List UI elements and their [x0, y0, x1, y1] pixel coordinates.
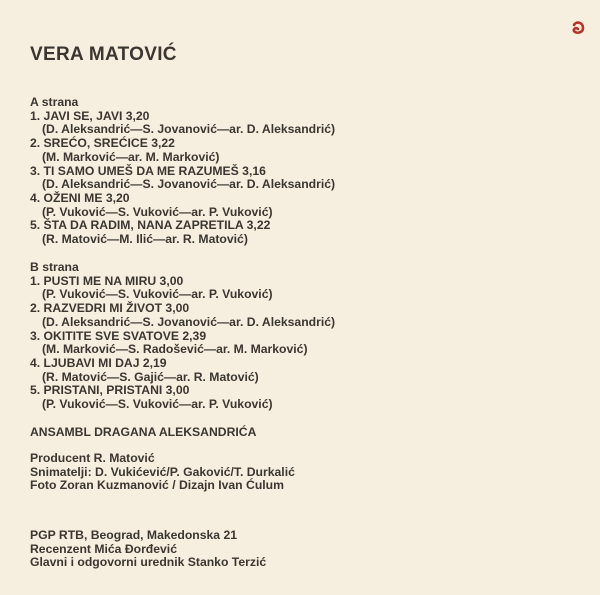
track-credits: (R. Matović—M. Ilić—ar. R. Matović) [42, 232, 248, 247]
track-credits: (M. Marković—ar. M. Marković) [42, 149, 220, 164]
track-credits: (D. Aleksandrić—S. Jovanović—ar. D. Aleksandrić) [42, 122, 336, 137]
pgp-logo-icon [570, 20, 586, 36]
reviewer: Recenzent Mića Đorđević [30, 541, 177, 556]
side-a-tracklist [30, 96, 335, 247]
editor-in-chief: Glavni i odgovorni urednik Stanko Terzić [30, 555, 267, 570]
production-credits [30, 452, 295, 493]
track-title: 5. ŠTA DA RADIM, NANA ZAPRETILA 3,22 [30, 218, 271, 233]
track-credits: (D. Aleksandrić—S. Jovanović—ar. D. Aleksandrić) [42, 314, 336, 329]
track-credits: (P. Vuković—S. Vuković—ar. P. Vuković) [42, 204, 273, 219]
track-title: 4. OŽENI ME 3,20 [30, 190, 130, 205]
track-credits: (P. Vuković—S. Vuković—ar. P. Vuković) [42, 287, 273, 302]
track-title: 4. LJUBAVI MI DAJ 2,19 [30, 355, 167, 370]
track-title: 1. PUSTI ME NA MIRU 3,00 [30, 273, 184, 288]
track-credits: (R. Matović—S. Gajić—ar. R. Matović) [42, 369, 259, 384]
artist-title: VERA MATOVIĆ [30, 44, 177, 65]
track-credits: (M. Marković—S. Radošević—ar. M. Marković) [42, 342, 308, 357]
photo-design: Foto Zoran Kuzmanović / Dizajn Ivan Ćulum [30, 478, 284, 493]
track-title: 3. OKITITE SVE SVATOVE 2,39 [30, 328, 207, 343]
track-credits: (D. Aleksandrić—S. Jovanović—ar. D. Aleksandrić) [42, 177, 336, 192]
track-title: 3. TI SAMO UMEŠ DA ME RAZUMEŠ 3,16 [30, 163, 266, 178]
side-a-label: A strana [30, 95, 79, 109]
track-title: 1. JAVI SE, JAVI 3,20 [30, 108, 150, 123]
publisher-address: PGP RTB, Beograd, Makedonska 21 [30, 528, 238, 542]
side-b-label: B strana [30, 260, 79, 274]
producer: Producent R. Matović [30, 451, 155, 465]
track-title: 5. PRISTANI, PRISTANI 3,00 [30, 383, 190, 398]
publisher-info [30, 529, 266, 570]
track-credits: (P. Vuković—S. Vuković—ar. P. Vuković) [42, 397, 273, 412]
track-title: 2. SREĆO, SREĆICE 3,22 [30, 136, 175, 151]
side-b-tracklist [30, 261, 335, 412]
track-title: 2. RAZVEDRI MI ŽIVOT 3,00 [30, 301, 190, 316]
ensemble: ANSAMBL DRAGANA ALEKSANDRIĆA [30, 425, 257, 439]
sound-engineers: Snimatelji: D. Vukićević/P. Gaković/T. Durkalić [30, 464, 295, 479]
